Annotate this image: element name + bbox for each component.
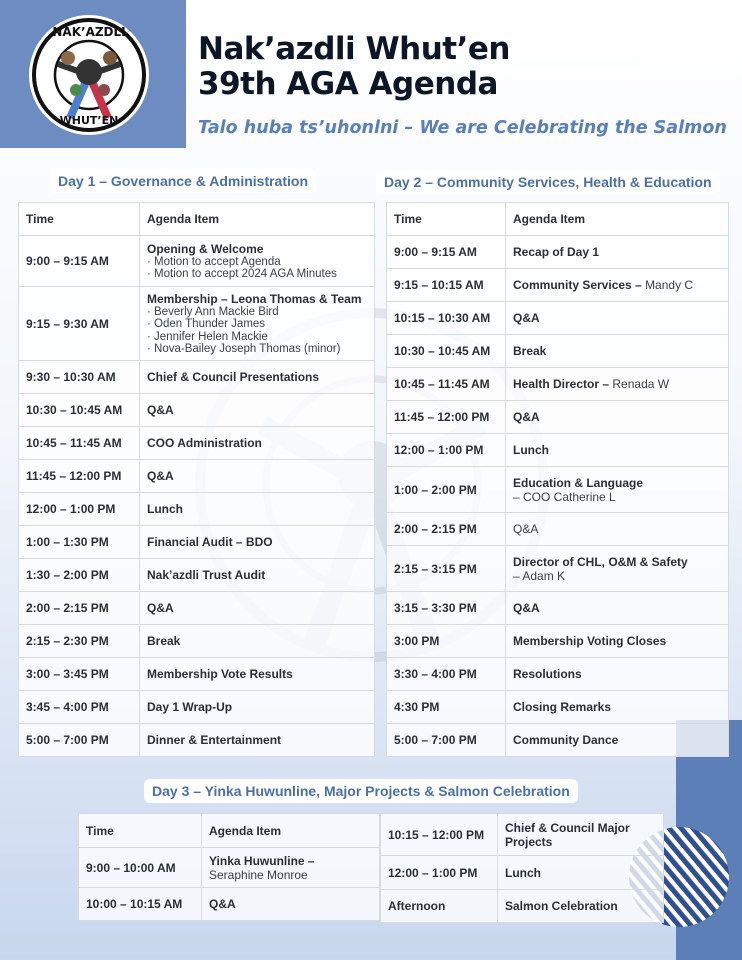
time-cell: 11:45 – 12:00 PM [387, 401, 506, 434]
item-cell [140, 493, 375, 526]
table-row [19, 361, 375, 394]
table-row [387, 658, 729, 691]
table-row [19, 724, 375, 757]
item-title: Closing Remarks [513, 700, 612, 714]
item-sub-line: · Motion to accept Agenda [147, 255, 281, 268]
table-row [387, 691, 729, 724]
time-cell: 9:00 – 10:00 AM [79, 848, 202, 888]
table-row [19, 691, 375, 724]
page-subtitle: Talo huba ts’uhonlni – We are Celebrating the Salmon [198, 118, 727, 138]
item-cell [506, 368, 729, 401]
time-cell: 11:45 – 12:00 PM [19, 460, 140, 493]
day2-heading: Day 2 – Community Services, Health & Education [376, 170, 720, 194]
item-cell [506, 236, 729, 269]
item-title: Nak’azdli Trust Audit [147, 568, 266, 582]
day2-agenda-table [386, 202, 729, 757]
time-cell: 9:30 – 10:30 AM [19, 361, 140, 394]
item-cell [140, 559, 375, 592]
day1-agenda-table [18, 202, 375, 757]
time-cell: 10:30 – 10:45 AM [387, 335, 506, 368]
time-cell: 9:15 – 10:15 AM [387, 269, 506, 302]
table-row [387, 467, 729, 513]
item-title: Education & Language [513, 475, 644, 490]
item-title: Salmon Celebration [505, 899, 618, 913]
item-cell [140, 658, 375, 691]
time-cell: 5:00 – 7:00 PM [387, 724, 506, 757]
item-title: Chief & Council Presentations [147, 370, 320, 384]
item-cell [140, 526, 375, 559]
item-title: Director of CHL, O&M & Safety [513, 554, 688, 569]
item-presenter: Renada W [612, 377, 670, 391]
item-column-header: Agenda Item [140, 203, 375, 236]
table-row [387, 302, 729, 335]
item-presenter: – COO Catherine L [513, 489, 616, 504]
time-cell: 1:00 – 1:30 PM [19, 526, 140, 559]
item-title: Q&A [513, 410, 540, 424]
item-cell [506, 335, 729, 368]
item-title: Q&A [513, 601, 540, 615]
item-cell [498, 814, 664, 856]
item-cell [140, 691, 375, 724]
time-cell: 3:00 – 3:45 PM [19, 658, 140, 691]
item-cell [498, 890, 664, 923]
time-cell: 10:45 – 11:45 AM [19, 427, 140, 460]
item-cell [140, 394, 375, 427]
time-cell: 2:00 – 2:15 PM [19, 592, 140, 625]
table-row [19, 526, 375, 559]
item-title: Break [513, 344, 547, 358]
item-presenter: – Adam K [513, 568, 566, 583]
time-cell: 2:15 – 2:30 PM [19, 625, 140, 658]
title-line-1: Nak’azdli Whut’en [198, 31, 510, 67]
table-row [387, 401, 729, 434]
table-row [19, 658, 375, 691]
item-sub-line: · Nova-Bailey Joseph Thomas (minor) [147, 343, 341, 355]
time-cell: 12:00 – 1:00 PM [381, 856, 498, 890]
item-cell [140, 460, 375, 493]
item-cell [506, 269, 729, 302]
table-row [387, 546, 729, 592]
item-cell [140, 287, 375, 361]
time-cell: 3:30 – 4:00 PM [387, 658, 506, 691]
svg-text:WHUT’EN: WHUT’EN [59, 114, 119, 127]
item-title: Resolutions [513, 667, 582, 681]
item-title: Dinner & Entertainment [147, 733, 282, 747]
time-cell: 1:30 – 2:00 PM [19, 559, 140, 592]
item-cell [140, 625, 375, 658]
table-row [387, 335, 729, 368]
table-row [19, 592, 375, 625]
table-row [79, 888, 380, 921]
time-cell: 3:15 – 3:30 PM [387, 592, 506, 625]
item-presenter: Seraphine Monroe [209, 867, 308, 882]
item-title: Membership – Leona Thomas & Team [147, 291, 362, 306]
item-cell [140, 236, 375, 287]
item-cell [202, 888, 380, 921]
time-cell: 10:15 – 12:00 PM [381, 814, 498, 856]
item-title: Lunch [147, 502, 183, 516]
item-title: Recap of Day 1 [513, 245, 600, 259]
item-title: Membership Voting Closes [513, 634, 667, 648]
time-cell: 3:00 PM [387, 625, 506, 658]
nakazdli-logo [28, 14, 150, 136]
table-row [19, 236, 375, 287]
title-line-2: 39th AGA Agenda [198, 66, 498, 102]
item-title: Day 1 Wrap-Up [147, 700, 233, 714]
item-title: Financial Audit – BDO [147, 535, 273, 549]
time-cell: 9:15 – 9:30 AM [19, 287, 140, 361]
time-cell: 9:00 – 9:15 AM [19, 236, 140, 287]
day1-heading: Day 1 – Governance & Administration [50, 169, 316, 193]
day3-agenda-table-left [78, 813, 380, 921]
table-header-row [387, 203, 729, 236]
time-cell: 9:00 – 9:15 AM [387, 236, 506, 269]
item-title: Chief & Council Major Projects [505, 820, 630, 849]
table-row [381, 856, 664, 890]
table-row [387, 236, 729, 269]
page-title [198, 32, 510, 102]
item-cell [498, 856, 664, 890]
time-cell: 12:00 – 1:00 PM [387, 434, 506, 467]
time-cell: Afternoon [381, 890, 498, 923]
item-title: Q&A [513, 311, 540, 325]
item-column-header: Agenda Item [202, 814, 380, 848]
svg-text:NAK’AZDLI: NAK’AZDLI [52, 25, 126, 39]
item-column-header: Agenda Item [506, 203, 729, 236]
item-title: Q&A [209, 897, 236, 911]
time-cell: 4:30 PM [387, 691, 506, 724]
time-cell: 1:00 – 2:00 PM [387, 467, 506, 513]
table-row [387, 368, 729, 401]
item-cell [506, 724, 729, 757]
item-title: Opening & Welcome [147, 241, 264, 256]
item-cell [506, 592, 729, 625]
item-title: Yinka Huwunline – [209, 853, 315, 868]
table-row [387, 513, 729, 546]
table-row [381, 814, 664, 856]
table-row [387, 592, 729, 625]
time-cell: 2:15 – 3:15 PM [387, 546, 506, 592]
table-row [19, 625, 375, 658]
item-cell [140, 724, 375, 757]
item-title: Q&A [147, 403, 174, 417]
table-row [19, 287, 375, 361]
time-column-header: Time [387, 203, 506, 236]
item-sub-line: · Jennifer Helen Mackie [147, 330, 268, 343]
item-cell [506, 513, 729, 546]
item-title: Break [147, 634, 181, 648]
table-row [387, 625, 729, 658]
item-cell [140, 361, 375, 394]
item-cell [506, 401, 729, 434]
table-row [381, 890, 664, 923]
item-cell [506, 625, 729, 658]
day3-agenda-table-right [380, 813, 664, 923]
table-row [79, 848, 380, 888]
time-cell: 10:30 – 10:45 AM [19, 394, 140, 427]
table-row [19, 460, 375, 493]
table-header-row [79, 814, 380, 848]
time-cell: 10:45 – 11:45 AM [387, 368, 506, 401]
item-title: Lunch [513, 443, 549, 457]
item-title: Lunch [505, 865, 541, 880]
item-sub-line: · Motion to accept 2024 AGA Minutes [147, 268, 337, 280]
time-cell: 10:15 – 10:30 AM [387, 302, 506, 335]
table-row [19, 427, 375, 460]
table-row [387, 269, 729, 302]
item-cell [506, 691, 729, 724]
item-cell [506, 302, 729, 335]
item-cell [506, 658, 729, 691]
table-row [387, 724, 729, 757]
item-presenter: Mandy C [645, 278, 694, 292]
table-row [19, 394, 375, 427]
item-cell [140, 427, 375, 460]
item-cell [506, 467, 729, 513]
table-row [19, 493, 375, 526]
item-title: Q&A [513, 522, 539, 536]
item-title: Q&A [147, 469, 174, 483]
item-title: Health Director – [513, 377, 610, 391]
item-title: Community Services – [513, 278, 642, 292]
table-row [387, 434, 729, 467]
item-cell [506, 434, 729, 467]
item-title: COO Administration [147, 436, 262, 450]
table-row [19, 559, 375, 592]
item-sub-line: · Oden Thunder James [147, 318, 266, 330]
time-column-header: Time [19, 203, 140, 236]
day3-heading: Day 3 – Yinka Huwunline, Major Projects & Salmon Celebration [144, 779, 578, 803]
item-cell [506, 546, 729, 592]
time-cell: 12:00 – 1:00 PM [19, 493, 140, 526]
item-title: Q&A [147, 601, 174, 615]
item-title: Community Dance [513, 733, 619, 747]
time-cell: 5:00 – 7:00 PM [19, 724, 140, 757]
time-cell: 3:45 – 4:00 PM [19, 691, 140, 724]
time-column-header: Time [79, 814, 202, 848]
item-title: Membership Vote Results [147, 667, 293, 681]
item-sub-line: · Beverly Ann Mackie Bird [147, 305, 279, 318]
time-cell: 10:00 – 10:15 AM [79, 888, 202, 921]
item-cell [202, 848, 380, 888]
table-header-row [19, 203, 375, 236]
time-cell: 2:00 – 2:15 PM [387, 513, 506, 546]
item-cell [140, 592, 375, 625]
